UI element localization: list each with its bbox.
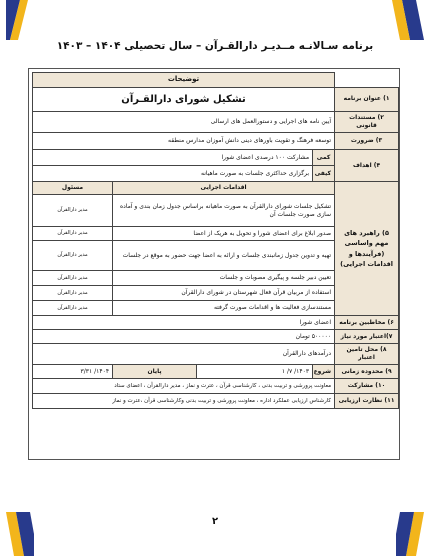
action-responsible: مدیر دارالقرآن (33, 227, 113, 241)
end-label: پایان (113, 365, 197, 379)
row-label-evaluation: ۱۱) نظارت ارزیابی (335, 394, 399, 409)
row-label-time-range: ۹) محدوده زمانی (335, 365, 399, 379)
program-table (32, 72, 399, 409)
row-label-funding-source: ۸) محل تامین اعتبار (335, 344, 399, 365)
action-item: مستندسازی فعالیت ها و اقدامات صورت گرفته (113, 301, 335, 316)
need-value: توسعه فرهنگ و تقویت باورهای دینی دانش آموزان مدارس منطقه (33, 133, 335, 150)
responsible-header: مسئول (33, 182, 113, 195)
audience-value: اعضای شورا (33, 316, 335, 330)
goal-quantitative-label: کمی (313, 150, 335, 166)
action-responsible: مدیر دارالقرآن (33, 195, 113, 227)
partners-value: معاونت پرورشی و تربیت بدنی ، کارشناسی قرآن ، عترت و نماز ، مدیر دارالقرآن ، اعضای ستاد (33, 379, 335, 394)
corner-decoration-top-left (6, 0, 30, 40)
action-item: استفاده از مربیان قرآن فعال شهرستان در شورای دارالقرآن (113, 286, 335, 301)
goal-quantitative-value: مشارکت ۱۰۰ درصدی اعضای شورا (33, 150, 313, 166)
credit-value: ۵۰۰۰۰۰ تومان (33, 330, 335, 344)
action-responsible: مدیر دارالقرآن (33, 271, 113, 286)
row-label-partners: ۱۰) مشارکت (335, 379, 399, 394)
action-responsible: مدیر دارالقرآن (33, 286, 113, 301)
program-title: تشکیل شورای دارالقـرآن (33, 88, 335, 112)
page-number: ۲ (211, 516, 219, 527)
start-label: شروع (313, 365, 335, 379)
action-responsible: مدیر دارالقرآن (33, 241, 113, 271)
evaluation-value: کارشناس ارزیابی عملکرد اداره ، معاونت پرورشی و تربیت بدنی وکارشناسی قرآن ،عترت و نماز (33, 394, 335, 409)
row-label-credit: ۷)اعتبار مورد نیاز (335, 330, 399, 344)
start-date: ۱۴۰۳/ ۷/ ۱ (197, 365, 313, 379)
action-responsible: مدیر دارالقرآن (33, 301, 113, 316)
end-date: ۱۴۰۴/ ۳/۳۱ (33, 365, 113, 379)
corner-decoration-top-right (390, 0, 424, 40)
row-label-actions: ۵) راهبرد های مهم واساسی (فرآیندها و اقدامات اجرایی) (335, 182, 399, 316)
description-header: توضیحات (33, 73, 335, 88)
legal-docs-value: آیین نامه های اجرایی و دستورالعمل های ارسالی (33, 112, 335, 133)
funding-source-value: درآمدهای دارالقرآن (33, 344, 335, 365)
row-label-legal: ۲) مستندات قانونی (335, 112, 399, 133)
action-item: تهیه و تدوین جدول زمانبندی جلسات و ارائه به اعضا جهت حضور به موقع در جلسات (113, 241, 335, 271)
action-item: تشکیل جلسات شورای دارالقرآن به صورت ماهیانه براساس جدول زمان بندی و آماده سازی صورت جلسات آن (113, 195, 335, 227)
program-table-frame (28, 68, 400, 460)
row-label-audience: ۶) مخاطبین برنامه (335, 316, 399, 330)
goal-qualitative-value: برگزاری حداکثری جلسات به صورت ماهیانه (33, 166, 313, 182)
action-item: تعیین دبیر جلسه و پیگیری مصوبات و جلسات (113, 271, 335, 286)
row-label-title: ۱) عنوان برنامه (335, 88, 399, 112)
action-item: صدور ابلاغ برای اعضای شورا و تحویل به هریک از اعضا (113, 227, 335, 241)
row-label-goals: ۴) اهداف (335, 150, 399, 182)
document-header: برنامه سـالانـه مــدیـر دارالقـرآن – سال تحصیلی ۱۴۰۴ – ۱۴۰۳ (56, 40, 374, 52)
goal-qualitative-label: کیفی (313, 166, 335, 182)
actions-header: اقدامات اجرایی (113, 182, 335, 195)
row-label-need: ۳) ضرورت (335, 133, 399, 150)
